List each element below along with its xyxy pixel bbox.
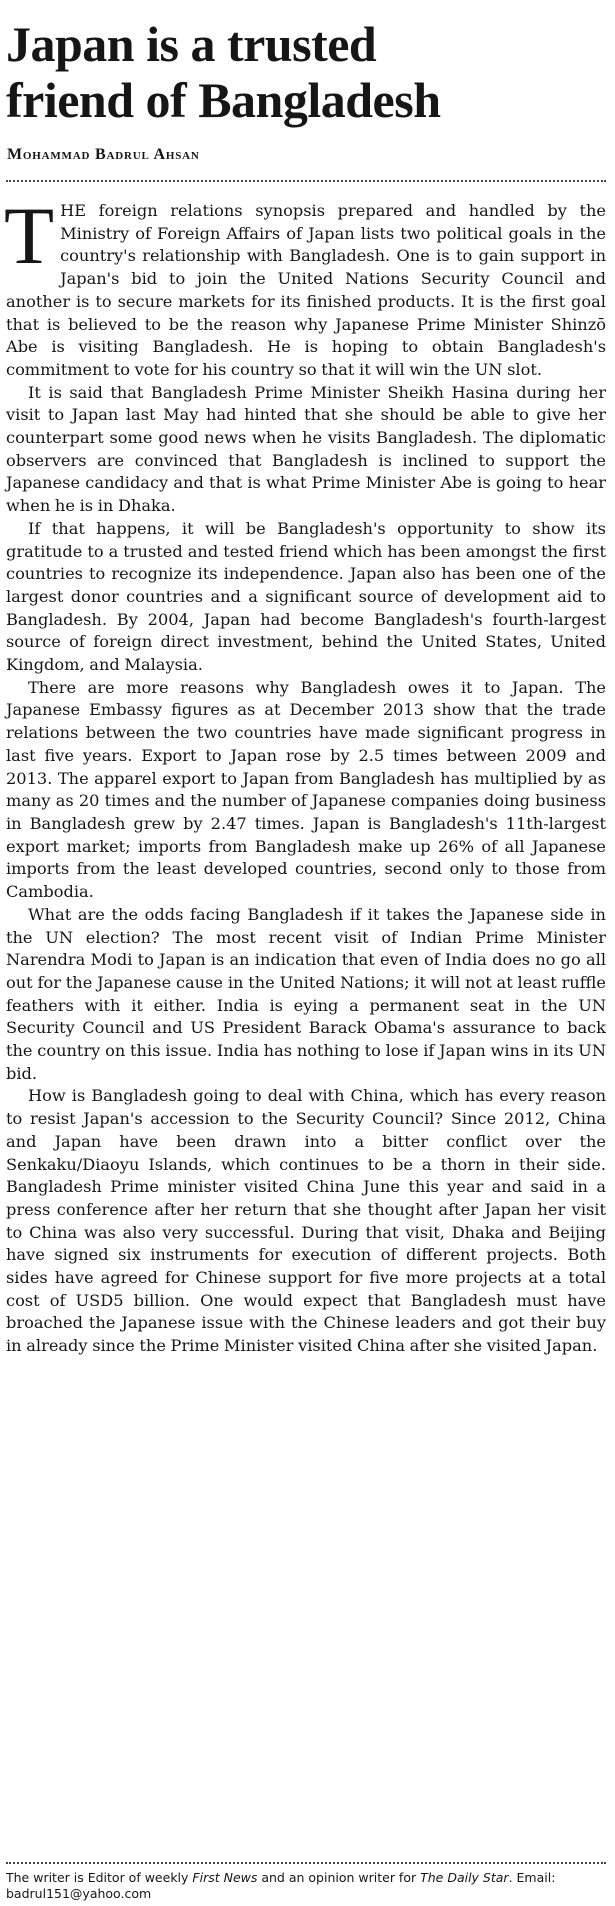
author-email: . Email: badrul151@yahoo.com (6, 1870, 556, 1901)
author-note-part-1: The writer is Editor of weekly (6, 1870, 193, 1885)
dotted-divider (6, 180, 606, 182)
byline: Mohammad Badrul Ahsan (7, 146, 200, 163)
paragraph-1-text: HE foreign relations synopsis prepared and handled by the Ministry of Foreign Affairs of Japan lists two political goals in the country's relationship with Bangladesh. One is to gain support in Japan's bid to join the United Nations Security Council and another is to secure markets for its finished products. It is the first goal that is believed to be the reason why Japanese Prime Minister Shinzō Abe is visiting Bangladesh. He is hoping to obtain Bangladesh's commitment to vote for his country so that it will win the UN slot. (6, 201, 606, 379)
paragraph-4: There are more reasons why Bangladesh owes it to Japan. The Japanese Embassy figures as at December 2013 show that the trade relations between the two countries have made significant progress in last five years. Export to Japan rose by 2.5 times between 2009 and 2013. The apparel export to Japan from Bangladesh has multiplied by as many as 20 times and the number of Japanese companies doing business in Bangladesh grew by 2.47 times. Japan is Bangladesh's 11th-largest export market; imports from Bangladesh make up 26% of all Japanese imports from the least developed countries, second only to those from Cambodia. (6, 677, 606, 902)
author-note (6, 1870, 606, 1902)
article-body (4, 190, 606, 1358)
headline-line-2: friend of Bangladesh (6, 72, 441, 128)
paragraph-6: How is Bangladesh going to deal with China, which has every reason to resist Japan's accession to the Security Council? Since 2012, China and Japan have been drawn into a bitter conflict over the Senkaku/Diaoyu Islands, which continues to be a thorn in their side. Bangladesh Prime minister visited China June this year and said in a press conference after her return that she thought after Japan her visit to China was also very successful. During that visit, Dhaka and Beijing have signed six instruments for execution of different projects. Both sides have agreed for Chinese support for five more projects at a total cost of USD5 billion. One would expect that Bangladesh must have broached the Japanese issue with the Chinese leaders and got their buy in already since the Prime Minister visited China after she visited Japan. (6, 1086, 606, 1356)
headline (6, 16, 606, 128)
article-page (6, 0, 606, 1906)
headline-line-1: Japan is a trusted (6, 16, 377, 72)
publication-first-news: First News (192, 1870, 258, 1885)
author-note-part-2: and an opinion writer for (257, 1870, 421, 1885)
paragraph-5: What are the odds facing Bangladesh if it takes the Japanese side in the UN election? The most recent visit of Indian Prime Minister Narendra Modi to Japan is an indication that even of India does no go all out for the Japanese cause in the United Nations; it will not at least ruffle feathers with it either. India is eying a permanent seat in the UN Security Council and US President Barack Obama's assurance to back the country on this issue. India has nothing to lose if Japan wins in its UN bid. (6, 904, 606, 1083)
footer-divider (6, 1862, 606, 1864)
paragraph-3: If that happens, it will be Bangladesh's opportunity to show its gratitude to a trusted and tested friend which has been amongst the first countries to recognize its independence. Japan also has been one of the largest donor countries and a significant source of development aid to Bangladesh. By 2004, Japan had become Bangladesh's fourth-largest source of foreign direct investment, behind the United States, United Kingdom, and Malaysia. (6, 518, 606, 675)
drop-cap: T (4, 190, 55, 281)
publication-daily-star: The Daily Star (420, 1870, 509, 1885)
paragraph-1 (4, 190, 606, 382)
paragraph-2: It is said that Bangladesh Prime Minister Sheikh Hasina during her visit to Japan last May had hinted that she should be able to give her counterpart some good news when he visits Bangladesh. The diplomatic observers are convinced that Bangladesh is inclined to support the Japanese candidacy and that is what Prime Minister Abe is going to hear when he is in Dhaka. (6, 382, 606, 516)
